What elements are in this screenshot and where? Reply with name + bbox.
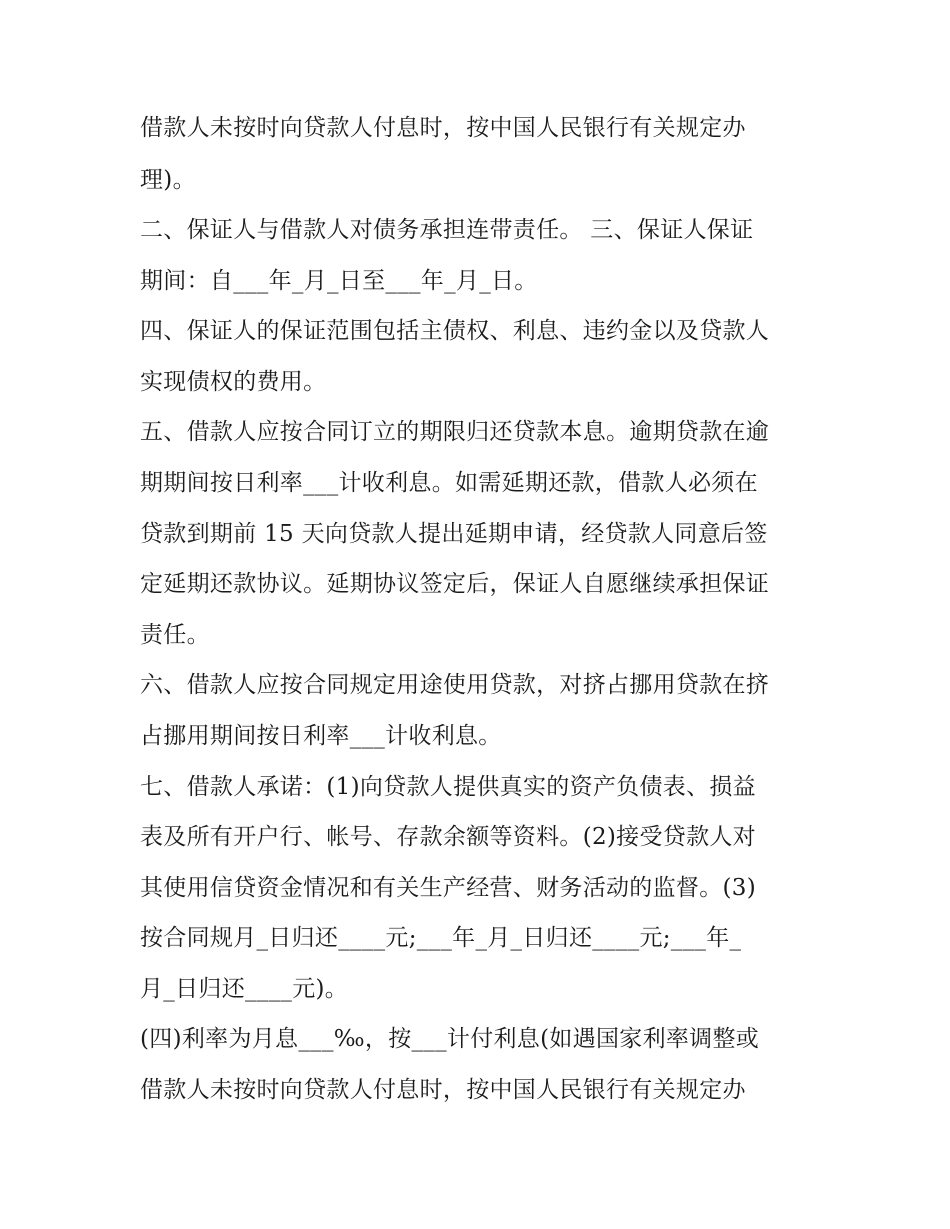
text-line: 贷款到期前 15 天向贷款人提出延期申请，经贷款人同意后签	[140, 521, 768, 547]
text-line: 七、借款人承诺：(1)向贷款人提供真实的资产负债表、损益	[140, 774, 756, 800]
text-line: 借款人未按时向贷款人付息时，按中国人民银行有关规定办	[140, 1077, 746, 1103]
text-line: 四、保证人的保证范围包括主债权、利息、违约金以及贷款人	[140, 318, 770, 344]
text-line: 期期间按日利率___计收利息。如需延期还款，借款人必须在	[140, 470, 758, 496]
text-line: 其使用信贷资金情况和有关生产经营、财务活动的监督。(3)	[140, 875, 756, 901]
text-line: 二、保证人与借款人对债务承担连带责任。 三、保证人保证	[140, 217, 754, 243]
text-line: 表及所有开户行、帐号、存款余额等资料。(2)接受贷款人对	[140, 824, 756, 850]
text-line: 借款人未按时向贷款人付息时，按中国人民银行有关规定办	[140, 115, 746, 141]
text-line: 实现债权的费用。	[140, 369, 327, 395]
text-line: 五、借款人应按合同订立的期限归还贷款本息。逾期贷款在逾	[140, 419, 770, 445]
text-line: 占挪用期间按日利率___计收利息。	[140, 723, 502, 749]
text-line: 责任。	[140, 622, 210, 648]
text-line: 理)。	[140, 167, 196, 193]
text-line: 按合同规月_日归还____元;___年_月_日归还____元;___年_	[140, 925, 742, 951]
text-line: 期间：自___年_月_日至___年_月_日。	[140, 268, 538, 294]
text-line: 六、借款人应按合同规定用途使用贷款，对挤占挪用贷款在挤	[140, 672, 770, 698]
text-line: 定延期还款协议。延期协议签定后，保证人自愿继续承担保证	[140, 571, 770, 597]
text-line: 月_日归还____元)。	[140, 976, 349, 1002]
text-line: (四)利率为月息___‰，按___计付利息(如遇国家利率调整或	[140, 1026, 760, 1052]
